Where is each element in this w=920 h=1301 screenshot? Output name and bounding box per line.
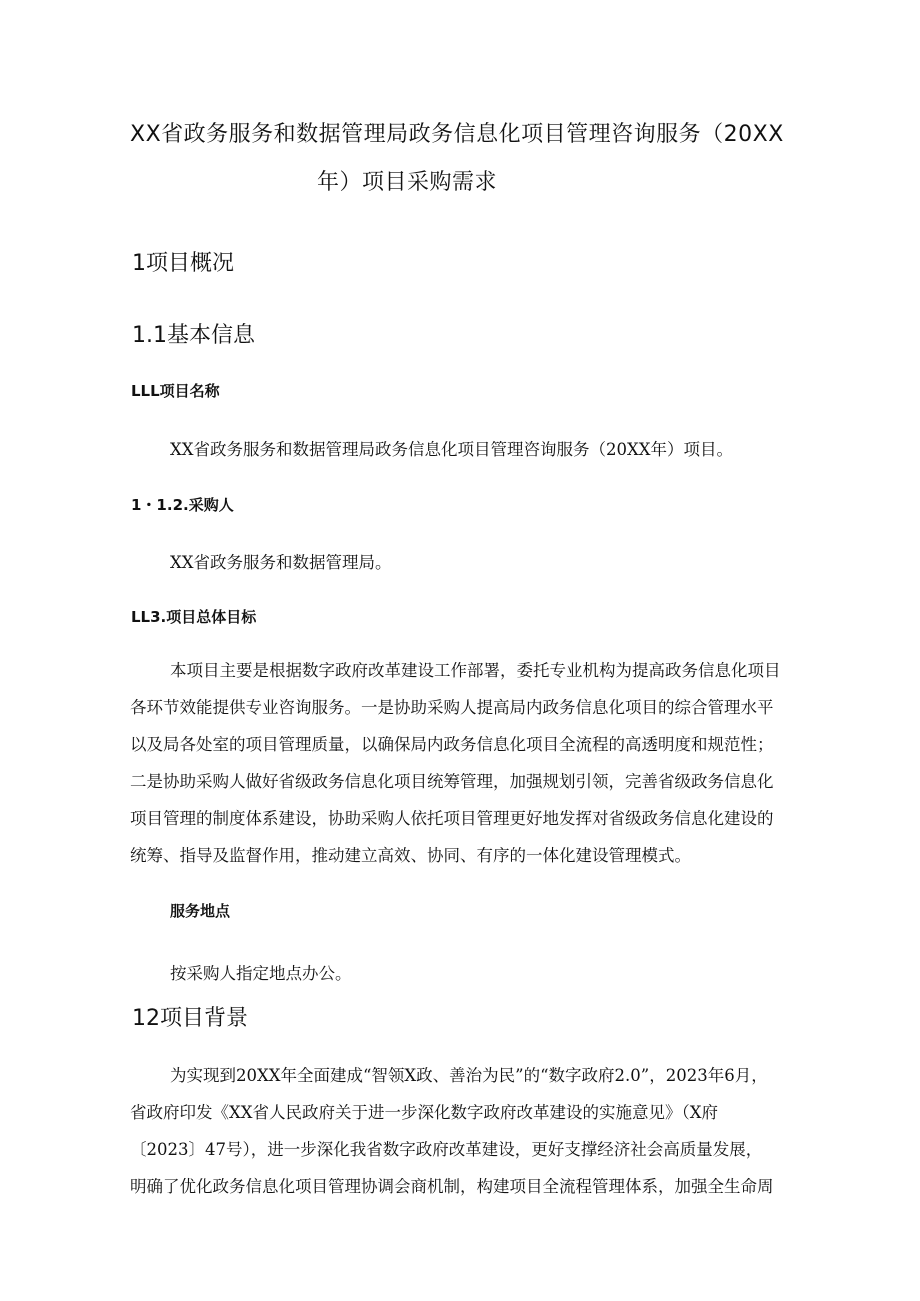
section-1-2-heading: 12项目背景 <box>132 1006 248 1031</box>
item-3-paragraph <box>130 652 792 874</box>
paragraph-line: 统筹、指导及监督作用，推动建立高效、协同、有序的一体化建设管理模式。 <box>130 846 691 865</box>
paragraph-line: 以及局各处室的项目管理质量，以确保局内政务信息化项目全流程的高透明度和规范性； <box>130 735 774 754</box>
item-3-heading: LL3.项目总体目标 <box>131 608 257 626</box>
section-1-heading: 1项目概况 <box>132 251 234 276</box>
paragraph-line: 〔2023〕47号），进一步深化我省数字政府改革建设，更好支撑经济社会高质量发展， <box>130 1140 763 1159</box>
item-4-text: 按采购人指定地点办公。 <box>170 964 352 983</box>
paragraph-line: 明确了优化政务信息化项目管理协调会商机制，构建项目全流程管理体系，加强全生命周 <box>130 1177 774 1196</box>
title-line-2: 年）项目采购需求 <box>317 170 498 195</box>
paragraph-line: 项目管理的制度体系建设，协助采购人依托项目管理更好地发挥对省级政务信息化建设的 <box>130 809 774 828</box>
title-line-1: XX省政务服务和数据管理局政务信息化项目管理咨询服务（20XX <box>130 122 784 147</box>
item-1-heading: LLL项目名称 <box>131 382 220 400</box>
paragraph-line: 省政府印发《XX省人民政府关于进一步深化数字政府改革建设的实施意见》（X府 <box>130 1103 718 1122</box>
item-4-heading: 服务地点 <box>170 902 231 920</box>
item-2-heading: 1・1.2.采购人 <box>131 496 234 514</box>
item-1-text: XX省政务服务和数据管理局政务信息化项目管理咨询服务（20XX年）项目。 <box>170 440 733 459</box>
paragraph-line: 本项目主要是根据数字政府改革建设工作部署，委托专业机构为提高政务信息化项目 <box>170 661 781 680</box>
paragraph-line: 为实现到20XX年全面建成“智领X政、善治为民”的“数字政府2.0”，2023年6月， <box>170 1066 768 1085</box>
paragraph-line: 各环节效能提供专业咨询服务。一是协助采购人提高局内政务信息化项目的综合管理水平 <box>130 698 774 717</box>
item-2-text: XX省政务服务和数据管理局。 <box>170 553 392 572</box>
paragraph-line: 二是协助采购人做好省级政务信息化项目统筹管理，加强规划引领，完善省级政务信息化 <box>130 772 774 791</box>
section-1-1-heading: 1.1基本信息 <box>132 323 255 348</box>
background-paragraph <box>130 1057 792 1205</box>
